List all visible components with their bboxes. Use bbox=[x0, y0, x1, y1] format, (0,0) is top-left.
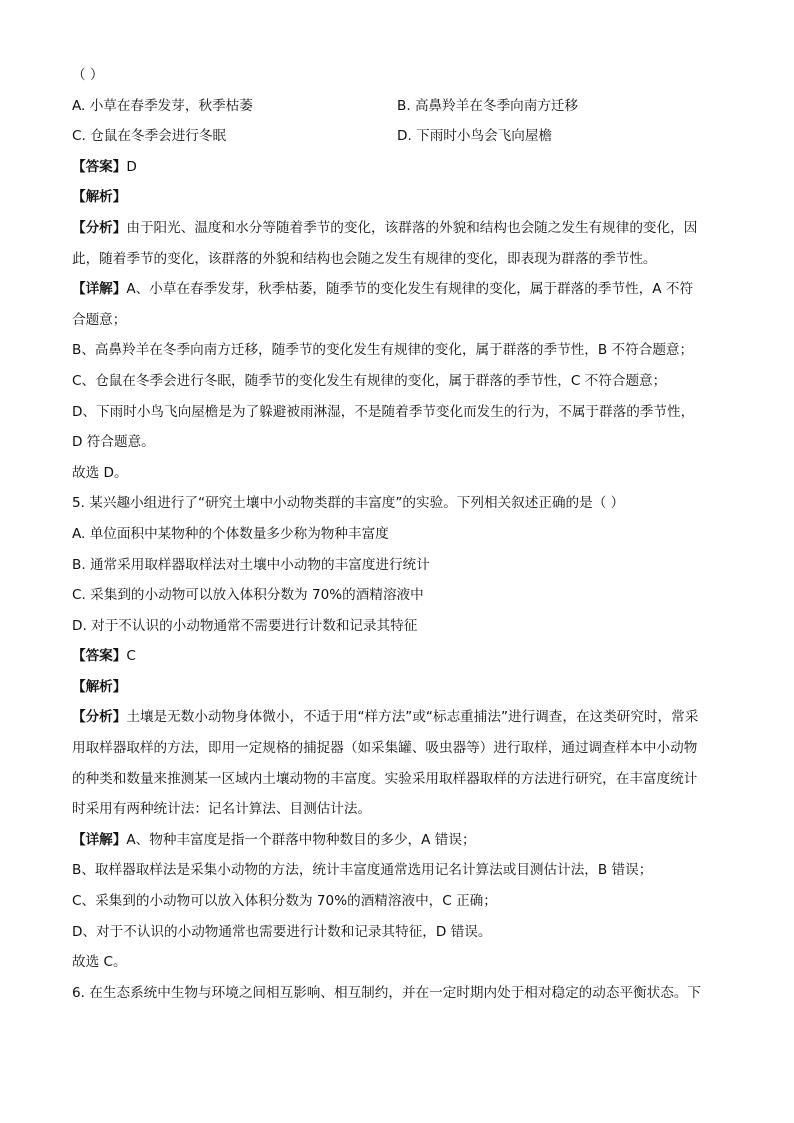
q4-options-row-2 bbox=[72, 121, 724, 152]
xiangjie-text: A、小草在春季发芽，秋季枯萎，随季节的变化发生有规律的变化，属于群落的季节性，A 不符 bbox=[126, 281, 694, 298]
answer-tag: 【答案】 bbox=[72, 158, 127, 175]
q4-option-b: B. 高鼻羚羊在冬季向南方迁移 bbox=[397, 97, 579, 114]
q5-option-c: C. 采集到的小动物可以放入体积分数为 70%的酒精溶液中 bbox=[72, 587, 424, 604]
q4-stem-tail: （ ） bbox=[72, 67, 104, 83]
q5-fenxi-line-4: 时采用有两种统计法：记名计算法、目测估计法。 bbox=[72, 801, 372, 818]
q4-fenxi-line-2: 此，随着季节的变化，该群落的外貌和结构也会随之发生有规律的变化，即表现为群落的季节性。 bbox=[72, 250, 657, 267]
q4-xiangjie-line-5: D、下雨时小鸟飞向屋檐是为了躲避被雨淋湿，不是随着季节变化而发生的行为，不属于群落的季节性， bbox=[72, 403, 695, 420]
xiangjie-tag: 【详解】 bbox=[72, 281, 127, 298]
q5-option-b: B. 通常采用取样器取样法对土壤中小动物的丰富度进行统计 bbox=[72, 556, 430, 573]
q5-xiangjie-line-3: C、采集到的小动物可以放入体积分数为 70%的酒精溶液中，C 正确； bbox=[72, 893, 497, 910]
q4-options-row-1 bbox=[72, 91, 724, 122]
q5-fenxi-line-1 bbox=[72, 702, 724, 733]
q5-fenxi-line-2: 用取样器取样的方法，即用一定规格的捕捉器（如采集罐、吸虫器等）进行取样，通过调查样本中小动物 bbox=[72, 740, 698, 757]
answer-tag: 【答案】 bbox=[72, 648, 127, 665]
q4-xiangjie-line-3: B、高鼻羚羊在冬季向南方迁移，随季节的变化发生有规律的变化，属于群落的季节性，B 不符合题意； bbox=[72, 342, 694, 359]
q4-xiangjie-line-6: D 符合题意。 bbox=[72, 434, 155, 451]
q4-option-a: A. 小草在春季发芽，秋季枯萎 bbox=[72, 97, 253, 114]
q5-xiangjie-line-4: D、对于不认识的小动物通常也需要进行计数和记录其特征，D 错误。 bbox=[72, 923, 492, 940]
q5-xiangjie-line-2: B、取样器取样法是采集小动物的方法，统计丰富度通常选用记名计算法或目测估计法，B 错误； bbox=[72, 862, 653, 879]
q5-option-d: D. 对于不认识的小动物通常不需要进行计数和记录其特征 bbox=[72, 617, 418, 634]
q4-analysis-title: 【解析】 bbox=[72, 189, 127, 206]
q4-option-d: D. 下雨时小鸟会飞向屋檐 bbox=[397, 128, 553, 145]
answer-value: D bbox=[126, 158, 137, 175]
q5-option-a: A. 单位面积中某物种的个体数量多少称为物种丰富度 bbox=[72, 525, 389, 542]
q6-stem: 6. 在生态系统中生物与环境之间相互影响、相互制约，并在一定时期内处于相对稳定的动态平衡状态。下 bbox=[72, 984, 702, 1001]
q4-xiangjie-line-1 bbox=[72, 274, 724, 305]
q5-fenxi-line-3: 的种类和数量来推测某一区域内土壤动物的丰富度。实验采用取样器取样的方法进行研究，在丰富度统计 bbox=[72, 770, 698, 787]
fenxi-text: 土壤是无数小动物身体微小，不适于用“样方法”或“标志重捕法”进行调查，在这类研究时，常采 bbox=[126, 709, 699, 726]
q5-analysis-title: 【解析】 bbox=[72, 678, 127, 695]
q5-stem: 5. 某兴趣小组进行了“研究土壤中小动物类群的丰富度”的实验。下列相关叙述正确的是（ ） bbox=[72, 495, 625, 512]
q4-conclusion: 故选 D。 bbox=[72, 464, 128, 481]
document-page bbox=[72, 60, 724, 1008]
q5-answer bbox=[72, 641, 724, 672]
q4-fenxi-line-1 bbox=[72, 213, 724, 244]
fenxi-text: 由于阳光、温度和水分等随着季节的变化，该群落的外貌和结构也会随之发生有规律的变化，因 bbox=[126, 219, 698, 236]
answer-value: C bbox=[126, 648, 136, 665]
q4-answer bbox=[72, 152, 724, 183]
q4-xiangjie-line-4: C、仓鼠在冬季会进行冬眠，随季节的变化发生有规律的变化，属于群落的季节性，C 不符合题意； bbox=[72, 372, 667, 389]
q4-xiangjie-line-2: 合题意； bbox=[72, 311, 127, 328]
xiangjie-text: A、物种丰富度是指一个群落中物种数目的多少，A 错误； bbox=[126, 831, 476, 848]
q5-xiangjie-line-1 bbox=[72, 825, 724, 856]
q4-option-c: C. 仓鼠在冬季会进行冬眠 bbox=[72, 128, 227, 145]
fenxi-tag: 【分析】 bbox=[72, 219, 127, 236]
xiangjie-tag: 【详解】 bbox=[72, 831, 127, 848]
fenxi-tag: 【分析】 bbox=[72, 709, 127, 726]
q5-conclusion: 故选 C。 bbox=[72, 954, 127, 971]
